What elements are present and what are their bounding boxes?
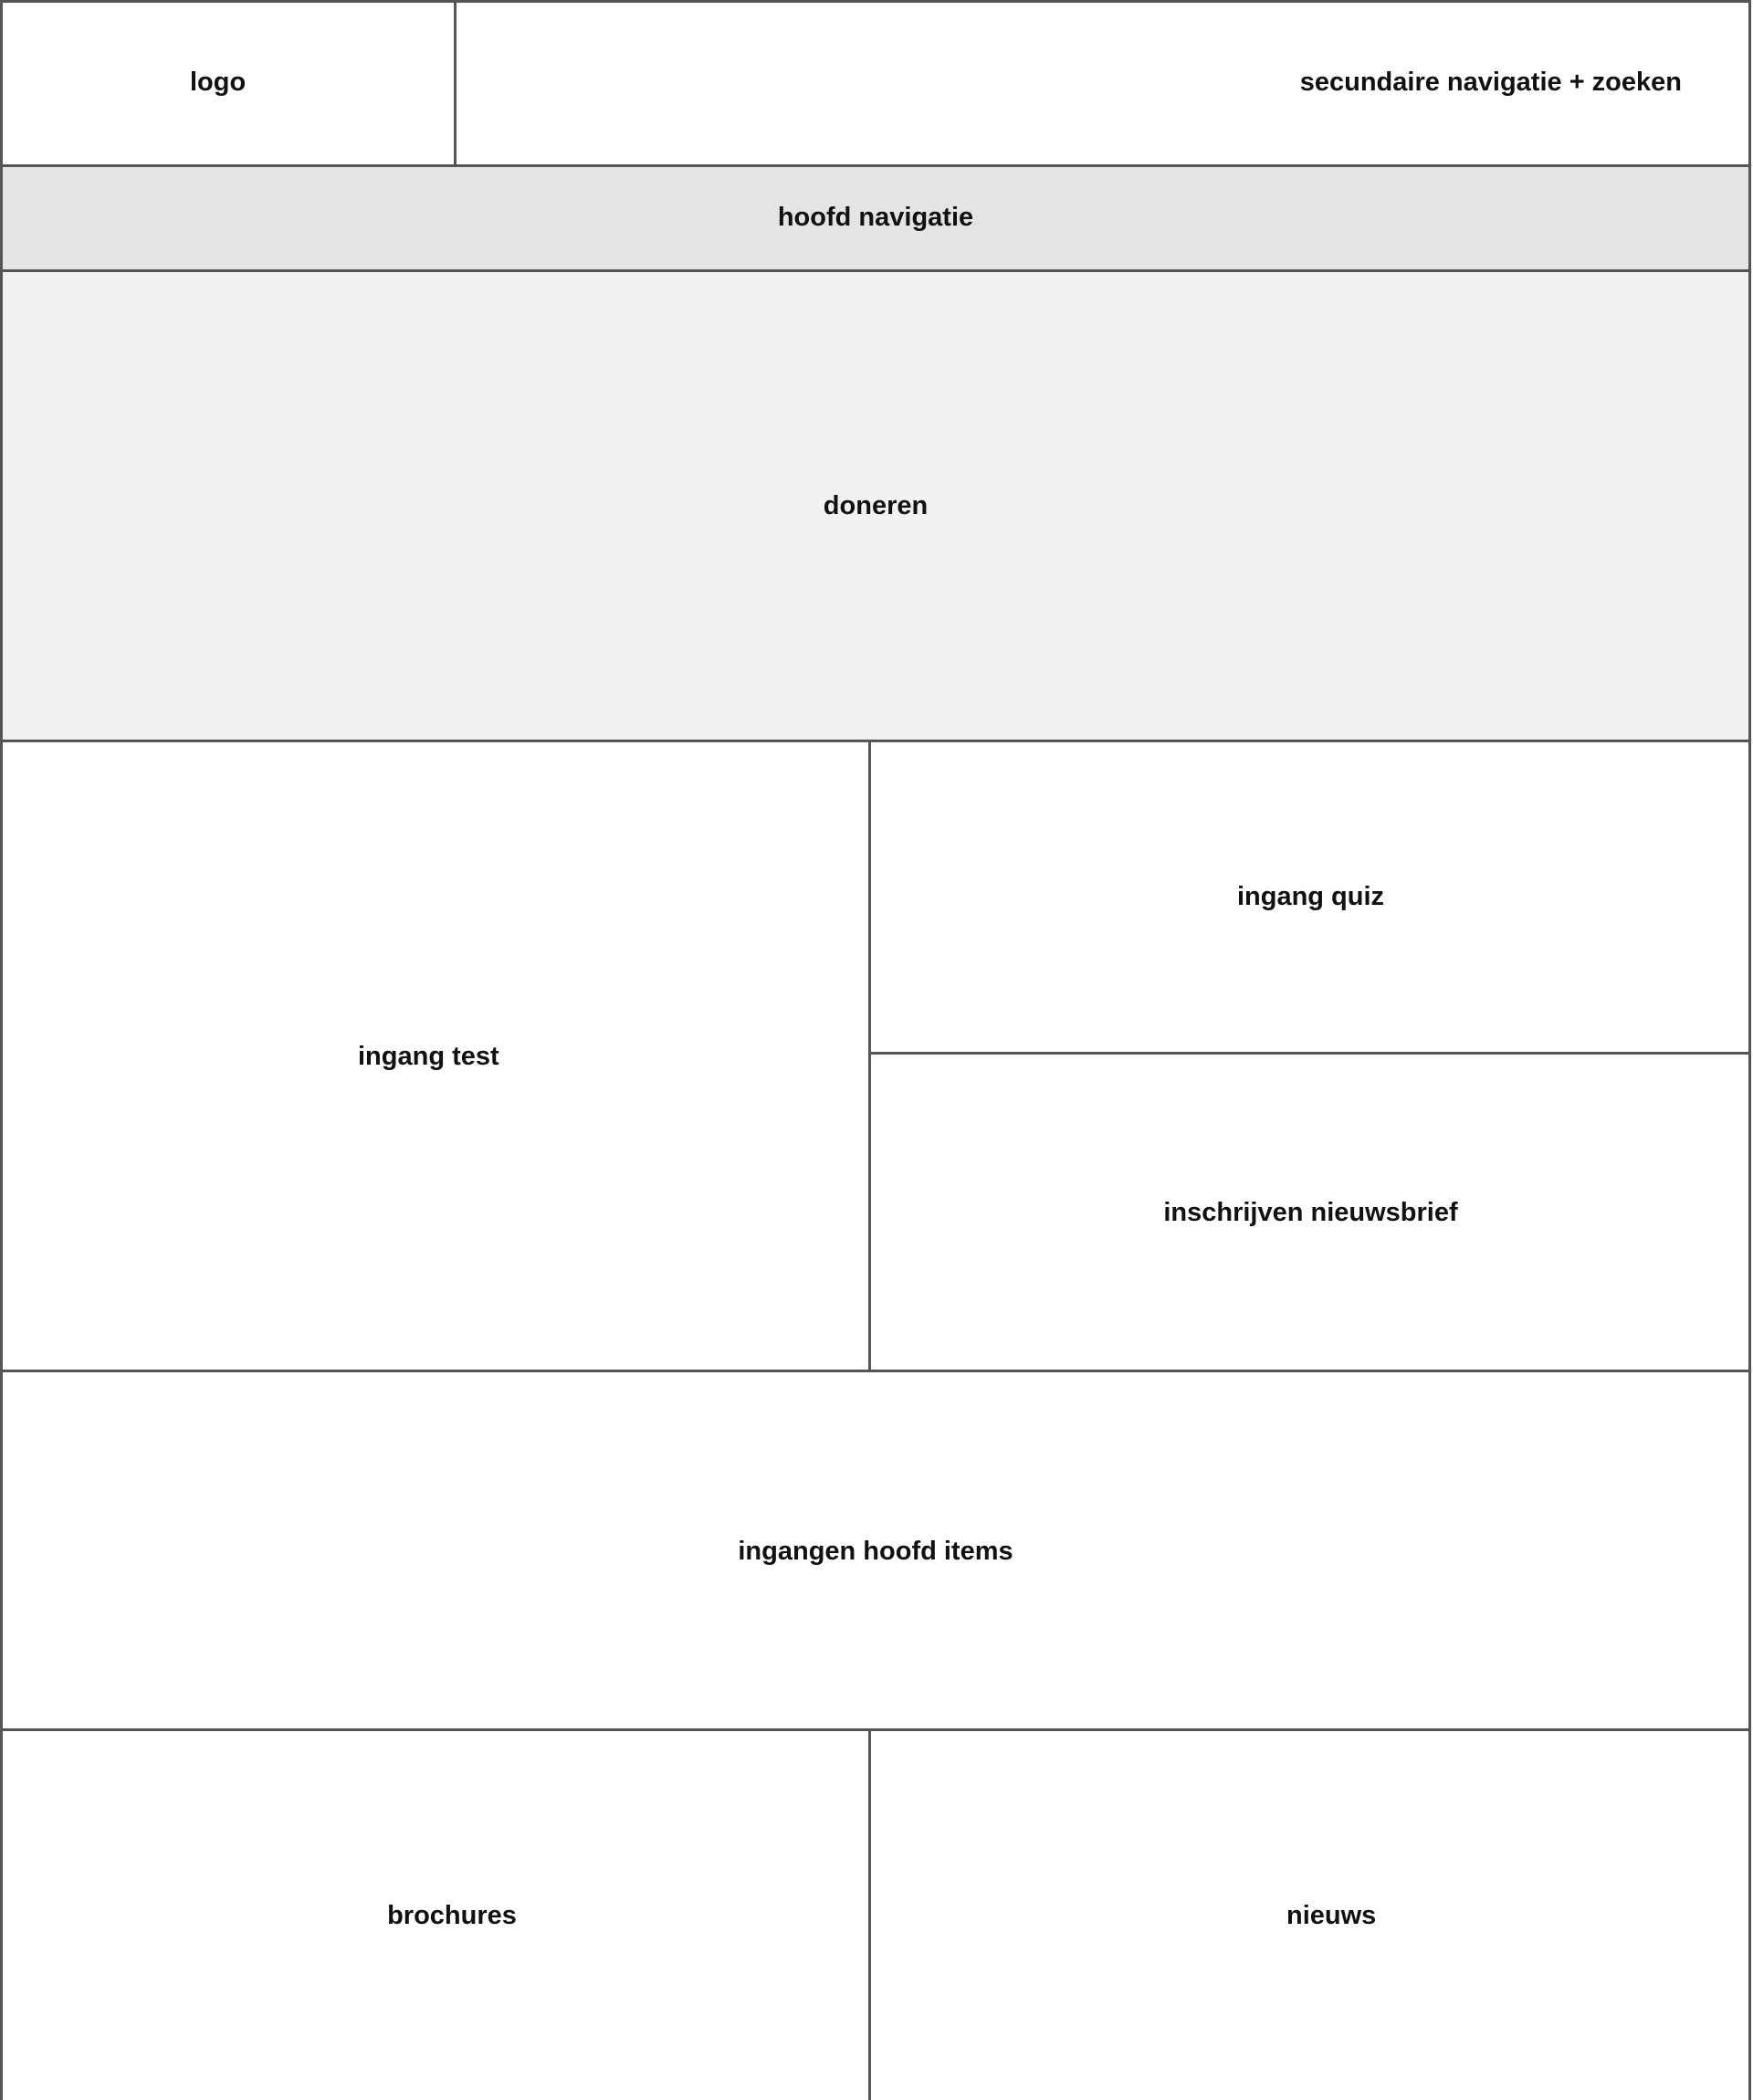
main-items-bottom-line — [0, 1728, 1751, 1731]
donate-bottom-line — [0, 740, 1751, 742]
logo-area[interactable] — [0, 0, 455, 164]
main-items-entries-label: ingangen hoofd items — [738, 1536, 1013, 1566]
entry-test-area[interactable] — [0, 741, 869, 1371]
main-navigation-label: hoofd navigatie — [777, 203, 974, 232]
brochures-label: brochures — [387, 1900, 517, 1930]
middle-divider — [868, 740, 871, 1371]
middle-section-bottom-line — [0, 1370, 1751, 1372]
entry-quiz-area[interactable] — [870, 741, 1751, 1053]
main-navigation-bar[interactable] — [0, 165, 1751, 270]
main-items-entries-area[interactable] — [0, 1372, 1751, 1730]
footer-divider — [868, 1728, 871, 2100]
entry-quiz-label: ingang quiz — [1236, 882, 1385, 911]
header-bottom-line — [0, 164, 1751, 167]
news-label: nieuws — [1286, 1900, 1377, 1930]
donate-area[interactable] — [0, 271, 1751, 740]
header-divider — [454, 0, 457, 165]
entry-test-label: ingang test — [358, 1041, 499, 1071]
secondary-navigation-label: secundaire navigatie + zoeken — [1299, 67, 1682, 97]
main-nav-bottom-line — [0, 269, 1751, 272]
donate-label: doneren — [823, 490, 929, 520]
logo-label: logo — [190, 67, 247, 97]
secondary-navigation-search-area[interactable] — [455, 0, 1751, 164]
news-area[interactable] — [870, 1731, 1751, 2100]
newsletter-signup-label: inschrijven nieuwsbrief — [1163, 1198, 1458, 1227]
newsletter-signup-area[interactable] — [870, 1055, 1751, 1371]
brochures-area[interactable] — [0, 1731, 904, 2100]
quiz-newsletter-divider — [868, 1052, 1751, 1055]
